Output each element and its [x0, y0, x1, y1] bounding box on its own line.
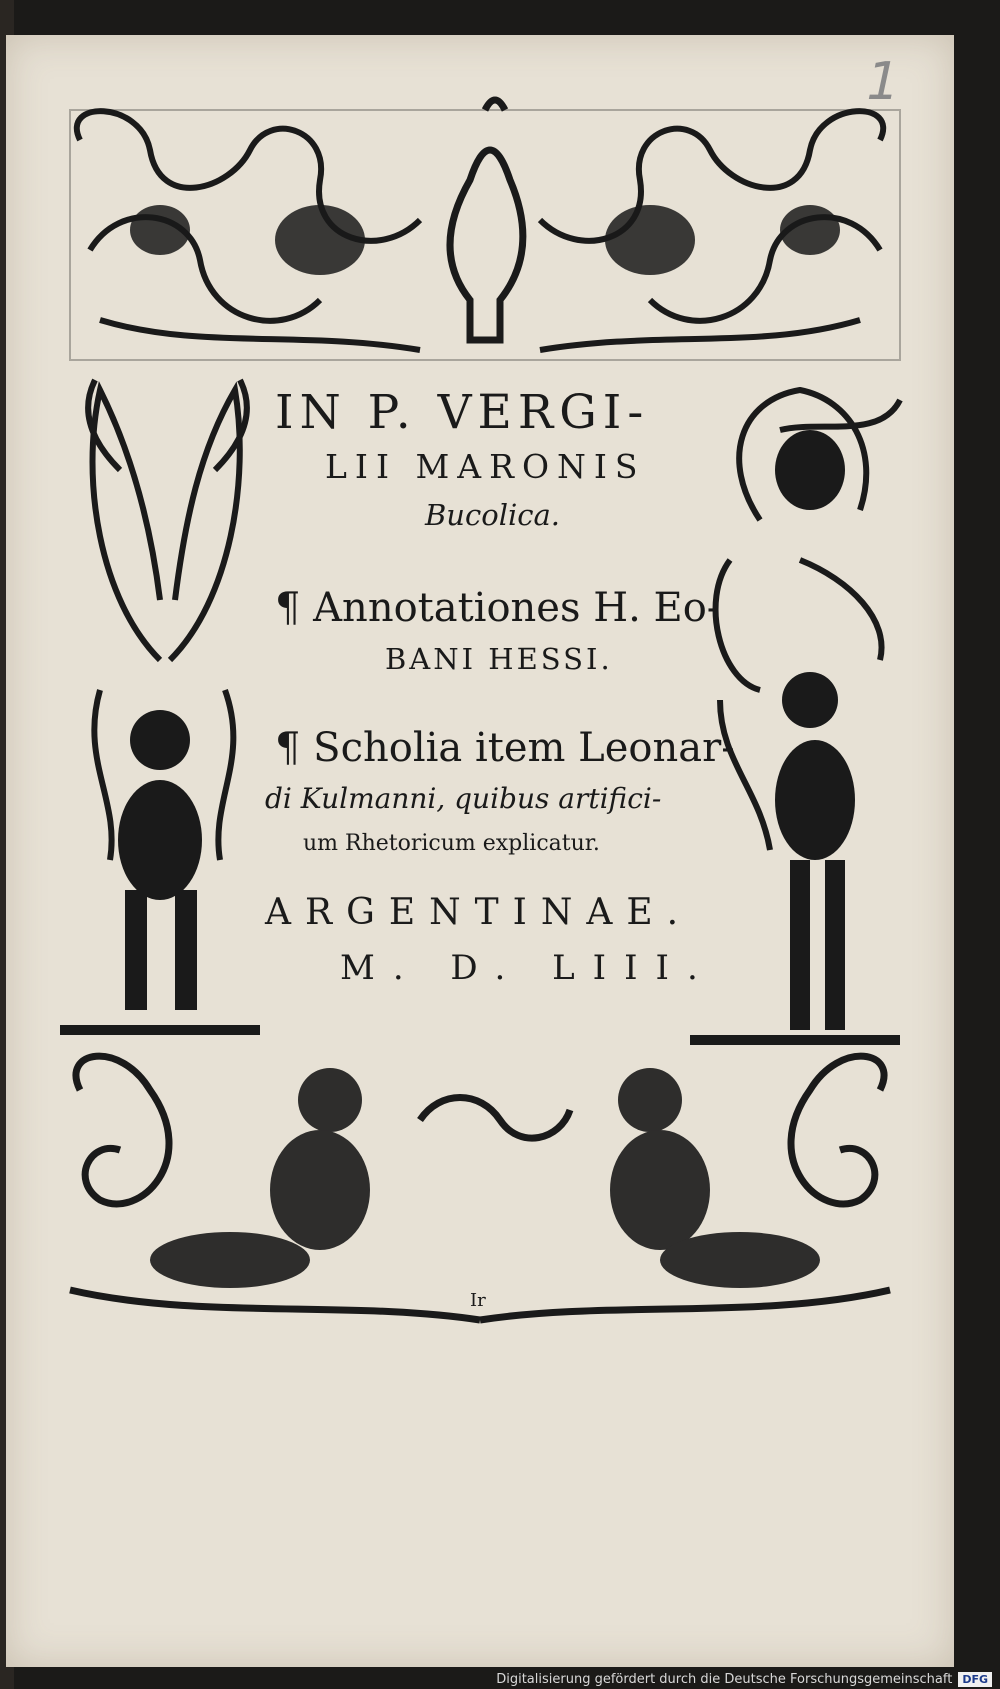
folio-number: 1: [859, 52, 906, 112]
border-monogram: Ir: [470, 1290, 486, 1311]
title-line-3: Bucolica.: [425, 498, 560, 532]
title-line-2: LII MARONIS: [325, 447, 646, 486]
title-line-1: IN P. VERGI-: [275, 385, 650, 440]
footer-text: Digitalisierung gefördert durch die Deutsche Forschungsgemeinschaft: [496, 1672, 953, 1687]
scholia-line-3: um Rhetoricum explicatur.: [303, 831, 600, 856]
imprint-year: M. D. LIII.: [340, 948, 716, 988]
dfg-logo: DFG: [958, 1672, 992, 1687]
scholia-line-1: ¶ Scholia item Leonar-: [275, 725, 735, 771]
annotationes-line-1: ¶ Annotationes H. Eo-: [275, 585, 721, 631]
imprint-place: ARGENTINAE.: [265, 892, 693, 933]
scholia-line-2: di Kulmanni, quibus artifici-: [265, 782, 662, 815]
annotationes-line-2: BANI HESSI.: [385, 642, 613, 676]
funding-footer: [496, 1672, 992, 1687]
